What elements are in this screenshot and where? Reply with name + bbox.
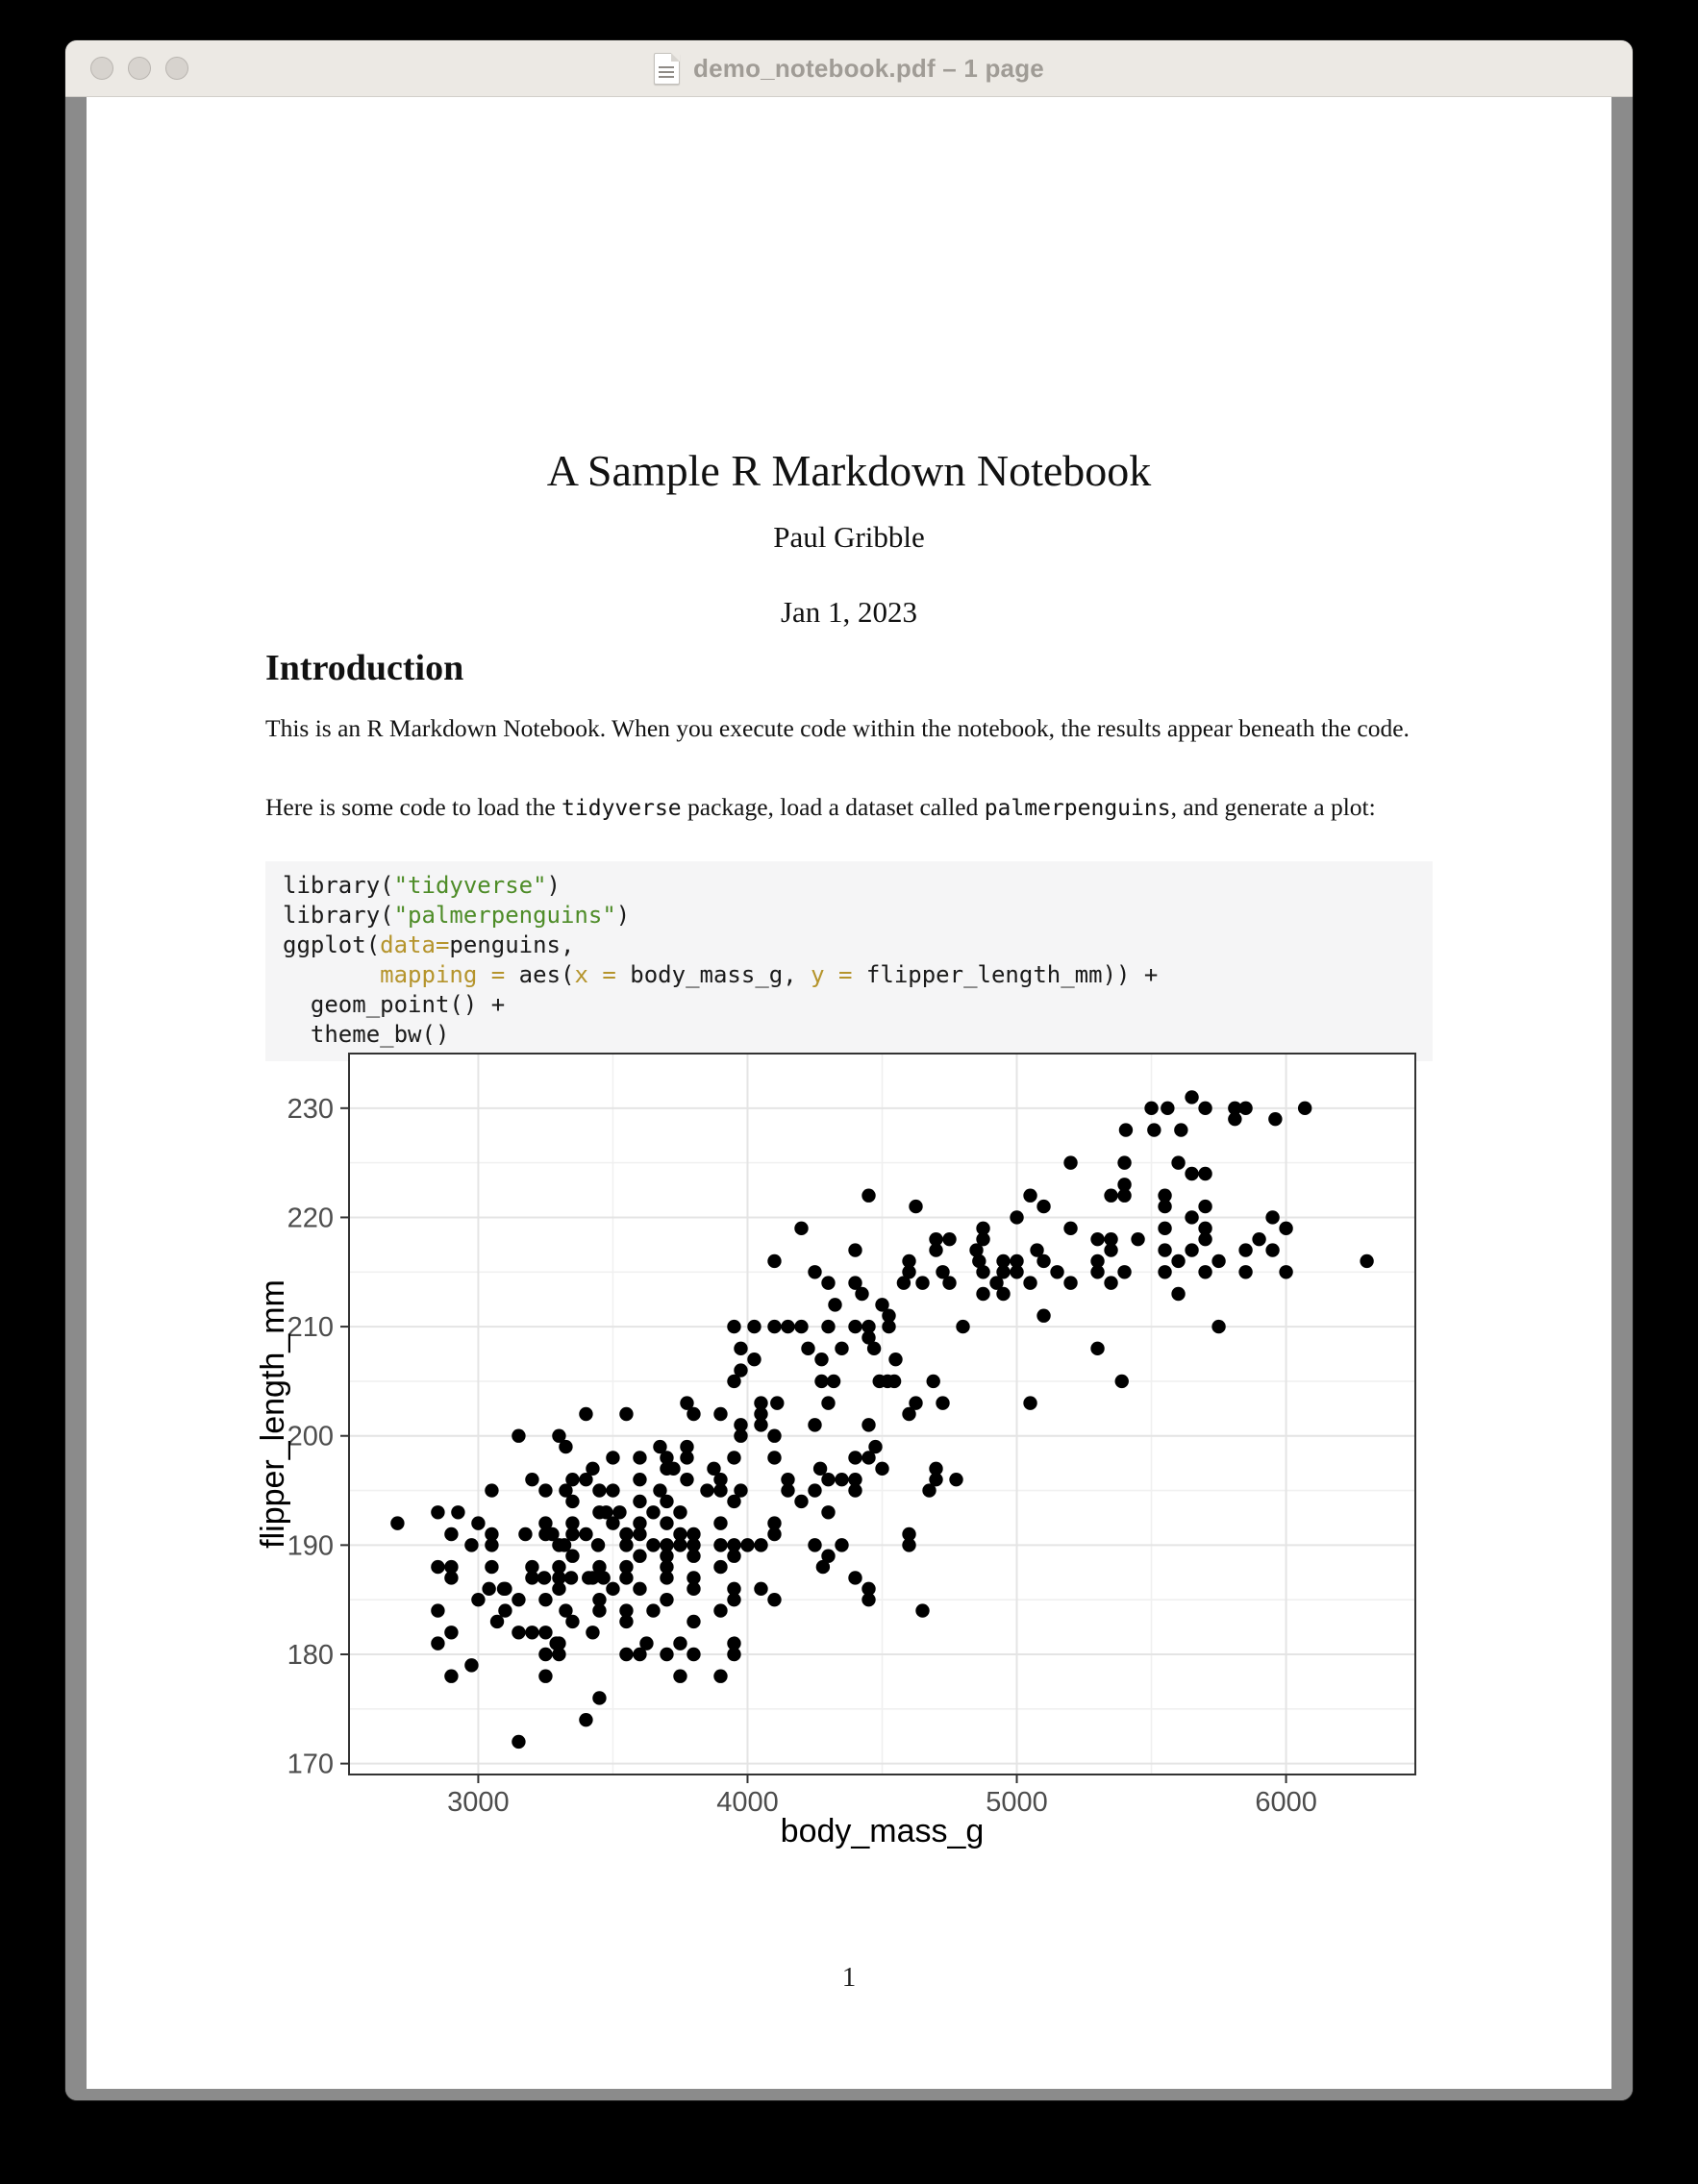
svg-text:210: 210 [287, 1312, 334, 1344]
inline-code-palmerpenguins: palmerpenguins [984, 796, 1171, 821]
scatter-plot-figure [87, 1020, 1611, 1849]
paragraph-2 [265, 785, 1433, 831]
svg-text:170: 170 [287, 1749, 334, 1780]
section-heading: Introduction [265, 648, 464, 688]
paragraph-2-text: Here is some code to load the [265, 793, 562, 821]
pdf-viewer-area[interactable] [65, 97, 1633, 2100]
scatter-plot [87, 1020, 1611, 1849]
svg-text:flipper_length_mm: flipper_length_mm [255, 1279, 291, 1549]
svg-text:200: 200 [287, 1421, 334, 1452]
svg-text:180: 180 [287, 1640, 334, 1671]
paragraph-1: This is an R Markdown Notebook. When you execute code within the notebook, the results appear beneath the code. [265, 714, 1410, 742]
svg-text:body_mass_g: body_mass_g [780, 1813, 985, 1849]
svg-text:190: 190 [287, 1530, 334, 1562]
window-titlebar[interactable] [65, 40, 1633, 97]
r-code-block: library("tidyverse") library("palmerpenguins") ggplot(data=penguins, mapping = aes(x = body_mass_g, y = flipper_length_mm)) + geom_point() + theme_bw() [265, 861, 1433, 1061]
document-title: A Sample R Markdown Notebook [546, 446, 1152, 495]
document-author: Paul Gribble [773, 520, 925, 554]
svg-text:220: 220 [287, 1203, 334, 1234]
page-fold-corner [671, 53, 680, 62]
page-content-lines [659, 66, 674, 78]
pdf-page [87, 97, 1611, 2089]
paragraph-2-text: , and generate a plot: [1170, 793, 1376, 821]
titlebar-title-group [65, 40, 1633, 96]
paragraph-2-text: package, load a dataset called [681, 793, 985, 821]
svg-text:4000: 4000 [716, 1787, 779, 1818]
page-number: 1 [841, 1962, 857, 1993]
window-title: demo_notebook.pdf – 1 page [693, 53, 1044, 83]
svg-text:6000: 6000 [1255, 1787, 1317, 1818]
svg-text:230: 230 [287, 1093, 334, 1125]
document-date: Jan 1, 2023 [780, 595, 918, 629]
pdf-document-icon [654, 53, 680, 85]
preview-window [65, 40, 1633, 2100]
inline-code-tidyverse: tidyverse [562, 796, 682, 821]
svg-text:3000: 3000 [447, 1787, 510, 1818]
svg-text:5000: 5000 [986, 1787, 1048, 1818]
